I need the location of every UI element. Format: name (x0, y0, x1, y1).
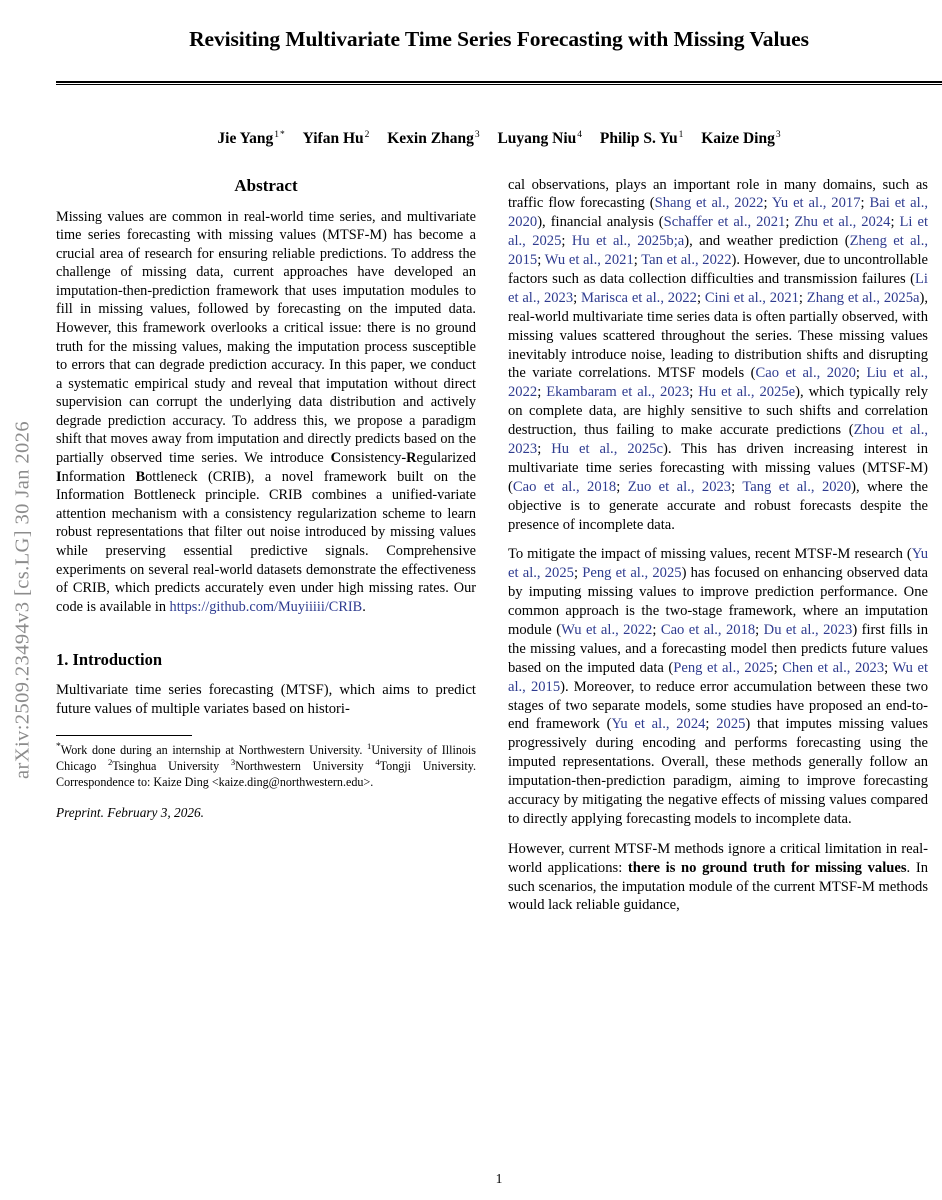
page-title: Revisiting Multivariate Time Series Forecasting with Missing Values (189, 27, 809, 51)
citation[interactable]: Wu et al., 2022 (561, 622, 653, 638)
citation[interactable]: Chen et al., 2023 (782, 659, 885, 676)
intro-paragraph-2: To mitigate the impact of missing values, recent MTSF-M research (Yu et al., 2025; Peng et al., 2025) has focused on enhancing observed data by imputing missing values to improve prediction performance. One common approach is the two-stage framework, where an imputation module (Wu et al., 2022; Cao et al., 2018; Du et al., 2023) first fills in the missing values, and a forecasting model then predicts future values based on the imputed data (Peng et al., 2025; Chen et al., 2023; Wu et al., 2015). Moreover, to reduce error accumulation between these two stages of two separate models, some studies have proposed an end-to-end framework (Yu et al., 2024; 2025) that imputes missing values progressively during encoding and performs forecasting using the imputed representations. Overall, these methods generally follow an imputation-then-prediction paradigm, aiming to improve forecasting accuracy by mitigating the negative effects of missing values compared to directly applying forecasting models to incomplete data. (508, 546, 929, 827)
author-affiliation-marker: 1 (274, 130, 279, 141)
citation[interactable]: Zhang et al., 2025a (806, 289, 920, 306)
citation[interactable]: Hu et al., 2025e (698, 384, 796, 401)
author-name: Jie Yang (217, 130, 274, 148)
citation[interactable]: Peng et al., 2025 (673, 659, 774, 676)
footnote-marker-2: 2 (107, 756, 113, 767)
citation[interactable]: Yu et al., 2024 (611, 716, 706, 733)
author-star-marker: * (279, 130, 285, 141)
paper-page (56, 0, 942, 1200)
intro-paragraph-1-right: cal observations, plays an important role in many domains, such as traffic flow forecasting (Shang et al., 2022; Yu et al., 2017; Bai et al., 2020), financial analysis (Schaffer et al., 2021; Zhu et al., 2024; Li et al., 2025; Hu et al., 2025b;a), and weather prediction (Zheng et al., 2015; Wu et al., 2021; Tan et al., 2022). However, due to uncontrollable factors such as data collection difficulties and transmission failures (Li et al., 2023; Marisca et al., 2022; Cini et al., 2021; Zhang et al., 2025a), real-world multivariate time series data is often partially observed, with missing values scattered throughout the series. These missing values inevitably introduce noise, leading to distribution shifts and disrupting the variate correlations. MTSF models (Cao et al., 2020; Liu et al., 2022; Ekambaram et al., 2023; Hu et al., 2025e), which typically rely on complete data, are highly sensitive to such shifts and correlation destruction, thus failing to make accurate predictions (Zhou et al., 2023; Hu et al., 2025c). This has driven increasing interest in multivariate time series forecasting with missing values (MTSF-M) (Cao et al., 2018; Zuo et al., 2023; Tang et al., 2020), where the objective is to generate accurate and robust forecasts despite the presence of incomplete data. (508, 176, 929, 533)
footnote-marker-3: 3 (230, 756, 236, 767)
citation[interactable]: Shang et al., 2022 (654, 195, 764, 212)
abstract-section (56, 176, 476, 617)
title-divider (56, 81, 942, 86)
footnote-marker-4: 4 (375, 756, 380, 767)
emphasized-claim: there is no ground truth for missing values (627, 859, 907, 876)
footnote-affiliation-3: Northwestern University (235, 758, 376, 773)
author-affiliation-marker: 3 (474, 130, 480, 141)
two-column-body (56, 176, 942, 916)
acronym-letter-c: C (330, 450, 341, 467)
author-name: Yifan Hu (302, 130, 364, 148)
citation[interactable]: Wu et al., 2021 (544, 252, 634, 269)
citation[interactable]: Li et al., 2023 (508, 270, 928, 306)
author-entry (600, 130, 683, 147)
abstract-text-consistency: onsistency- (341, 450, 407, 467)
intro-text-part-1: Multivariate time series forecasting (MTSF), which aims to predict future values of multiple variates based on histori- (56, 682, 476, 717)
author-affiliation-marker: 1 (678, 130, 684, 141)
arxiv-stamp-text: arXiv:2509.23494v3 [cs.LG] 30 Jan 2026 (11, 421, 34, 779)
abstract-text-part-1: Missing values are common in real-world time series, and multivariate time series forecasting with missing values (MTSF-M) has become a crucial area of research for ensuring reliable predictions. To address the challenge of missing data, current approaches have developed an imputation-then-prediction framework that uses imputation modules to fill in missing values, followed by forecasting on the imputed data. However, this framework overlooks a critical issue: there is no ground truth for the missing values, making the imputation process susceptible to errors that can degrade prediction accuracy. In this paper, we conduct a systematic empirical study and reveal that imputation without direct supervision can corrupt the underlying data distribution and actively degrade prediction accuracy. To address this, we propose a paradigm shift that moves away from imputation and directly predicts based on the partially observed time series. We introduce (56, 208, 476, 467)
footnote-marker-1: 1 (367, 740, 372, 751)
acronym-letter-b: B (135, 468, 146, 485)
citation[interactable]: 2025 (716, 716, 746, 733)
footnote-affiliation-1: University of Illinois Chicago (56, 742, 476, 773)
citation[interactable]: Bai et al., 2020 (508, 195, 928, 231)
author-entry (701, 130, 780, 147)
left-column (56, 176, 476, 822)
abstract-text-part-2: ottleneck (CRIB), a novel framework built on the Information Bottleneck principle. CRIB combines a unified-variate attention mechanism with a consistency regularization scheme to learn robust representations that filter out noise introduced by missing values while preserving essential predictive signals. Comprehensive experiments on several real-world datasets demonstrate the effectiveness of CRIB, which predicts accurately even under high missing rates. Our code is available in (56, 468, 477, 615)
author-entry (387, 130, 479, 147)
abstract-text-regularized: egularized (416, 450, 476, 467)
citation[interactable]: Cao et al., 2018 (512, 478, 617, 495)
citation[interactable]: Liu et al., 2022 (508, 365, 928, 401)
author-affiliation-marker: 4 (577, 130, 583, 141)
arxiv-stamp (0, 0, 46, 1200)
citation[interactable]: Hu et al., 2025c (551, 440, 663, 457)
citation[interactable]: Yu et al., 2017 (771, 195, 861, 212)
footnote-internship-note: Work done during an internship at Northwestern University. (60, 742, 368, 757)
page-number: 1 (495, 1171, 503, 1186)
citation[interactable]: Ekambaram et al., 2023 (546, 384, 690, 401)
footnote-affiliation-2: Tsinghua University (112, 758, 231, 773)
citation[interactable]: Zuo et al., 2023 (627, 478, 732, 495)
citation[interactable]: Cini et al., 2021 (704, 289, 799, 306)
acronym-letter-i: I (56, 468, 62, 485)
citation[interactable]: Yu et al., 2025 (508, 546, 928, 582)
footnote-text (56, 742, 476, 790)
citation[interactable]: Zhou et al., 2023 (508, 422, 928, 457)
citation[interactable]: Peng et al., 2025 (582, 565, 682, 582)
footnote-affiliation-4-and-correspondence: Tongji University. Correspondence to: Kaize Ding <kaize.ding@northwestern.edu>. (56, 758, 476, 789)
title-divider-thin (56, 84, 942, 85)
author-list (56, 129, 942, 149)
abstract-text-end: . (362, 598, 366, 615)
author-affiliation-marker: 3 (775, 130, 781, 141)
code-repository-link[interactable]: https://github.com/Muyiiiii/CRIB (169, 598, 363, 615)
right-column (508, 176, 928, 916)
title-block (56, 0, 942, 85)
author-entry (217, 130, 284, 147)
citation[interactable]: Du et al., 2023 (763, 622, 853, 638)
section-heading-introduction: 1. Introduction (56, 650, 163, 670)
abstract-text-information: nformation (61, 468, 136, 485)
citation[interactable]: Tan et al., 2022 (641, 252, 732, 269)
preprint-notice: Preprint. February 3, 2026. (56, 805, 204, 821)
abstract-paragraph (56, 208, 476, 617)
footnote-star-marker: * (56, 741, 61, 752)
author-name: Philip S. Yu (599, 130, 678, 148)
intro-text-part-2: cal observations, plays an important role in many domains, such as traffic flow forecasting ( (508, 176, 928, 212)
intro-paragraph-1-left (56, 681, 476, 719)
citation[interactable]: Cao et al., 2020 (755, 365, 856, 382)
citation[interactable]: Schaffer et al., 2021 (663, 214, 786, 231)
author-entry (303, 130, 370, 147)
author-affiliation-marker: 2 (364, 130, 370, 141)
author-entry (497, 130, 582, 147)
citation[interactable]: Wu et al., 2015 (508, 659, 929, 695)
citation[interactable]: Zheng et al., 2015 (508, 233, 928, 269)
citation[interactable]: Li et al., 2025 (508, 214, 929, 250)
citation[interactable]: Hu et al., 2025b;a (571, 233, 685, 250)
author-name: Kaize Ding (701, 130, 775, 148)
footnote-block (56, 735, 476, 821)
acronym-letter-r: R (406, 450, 417, 467)
author-name: Luyang Niu (497, 130, 577, 148)
citation[interactable]: Marisca et al., 2022 (581, 289, 697, 306)
author-name: Kexin Zhang (387, 130, 474, 148)
citation[interactable]: Cao et al., 2018 (660, 622, 756, 638)
citation[interactable]: Zhu et al., 2024 (794, 214, 891, 231)
footnote-divider (56, 735, 192, 736)
citation[interactable]: Tang et al., 2020 (742, 478, 852, 495)
intro-paragraph-3: However, current MTSF-M methods ignore a critical limitation in real-world applications: there is no ground truth for missing values. In such scenarios, the imputation module of the current MTSF-M methods would lack reliable guidance, (508, 840, 928, 914)
abstract-heading: Abstract (234, 175, 298, 195)
